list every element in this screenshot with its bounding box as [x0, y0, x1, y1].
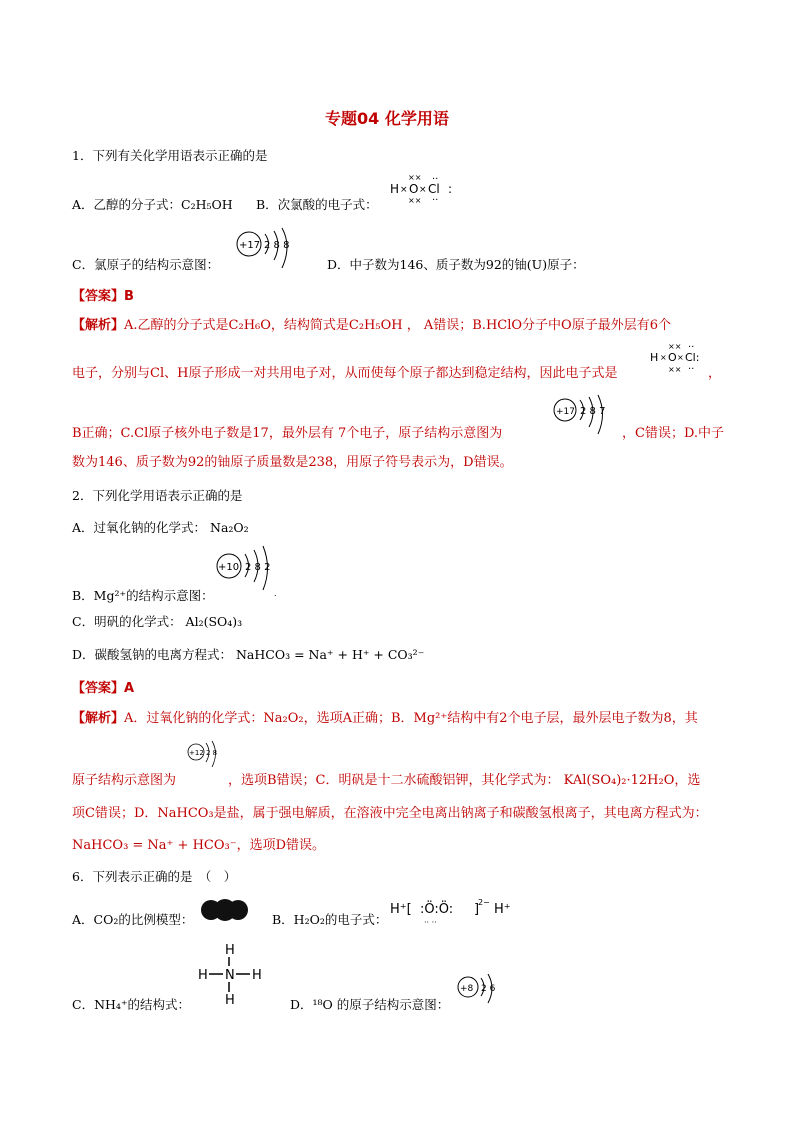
- svg-text:··: ··: [688, 342, 695, 353]
- q1-explanation-line1: [72, 314, 671, 333]
- cl-atom-diagram-2: [552, 396, 614, 440]
- svg-text:H: H: [198, 968, 208, 983]
- page-title: 专题04 化学用语: [325, 109, 449, 128]
- svg-text:×: ×: [660, 353, 667, 362]
- mg-shells: 2 8 2: [245, 562, 271, 573]
- q1-explanation-line4: 数为146、质子数为92的铀原子质量数是238，用原子符号表示为，D错误。: [72, 455, 513, 470]
- q2-explanation-line2: 原子结构示意图为: [72, 773, 177, 788]
- q1-exp-head: 【解析】: [72, 318, 125, 333]
- q6-stem: 6．下列表示正确的是 （ ）: [72, 869, 237, 884]
- svg-text:2−: 2−: [478, 898, 490, 907]
- mg-nucleus: +10: [218, 562, 240, 573]
- q2-stem: 2．下列化学用语表示正确的是: [72, 488, 243, 503]
- svg-text:××: ××: [668, 365, 682, 374]
- svg-text:H: H: [225, 993, 235, 1008]
- hclo-o: O: [409, 182, 419, 196]
- q6-option-b: B．H₂O₂的电子式：: [272, 912, 388, 927]
- cl-atom-diagram: [234, 228, 296, 272]
- o18-atom-diagram: [456, 972, 506, 1012]
- q2-exp-l1: A．过氧化钠的化学式：Na₂O₂，选项A正确；B．Mg²⁺结构中有2个电子层，最外层电子数为8，其: [124, 711, 698, 726]
- svg-text:××: ××: [408, 173, 422, 182]
- cl-nucleus: +17: [239, 240, 261, 251]
- q1-exp-l1: A.乙醇的分子式是C₂H₆O，结构简式是C₂H₅OH ， A错误；B.HClO分子中O原子最外层有6个: [124, 318, 671, 333]
- nh-n: N: [225, 968, 235, 983]
- hclo-cl: Cl: [428, 182, 440, 196]
- svg-text:O: O: [668, 351, 677, 364]
- hclo-electron-formula-2: [650, 342, 714, 376]
- q1-option-b: B．次氯酸的电子式：: [256, 197, 378, 212]
- svg-text:××: ××: [408, 196, 422, 205]
- svg-text:··: ··: [432, 174, 439, 185]
- q2-exp-head: 【解析】: [72, 711, 125, 726]
- mg-shells-2: 2 8: [206, 749, 218, 757]
- q1-explanation-line3: B正确；C.Cl原子核外电子数是17，最外层有 7个电子，原子结构示意图为: [72, 426, 503, 441]
- q6-option-a: A．CO₂的比例模型：: [72, 912, 194, 927]
- q1-answer: 【答案】B: [72, 289, 134, 304]
- q2-explanation-line3: 项C错误；D．NaHCO₃是盐，属于强电解质，在溶液中完全电离出钠离子和碳酸氢根离子，其电离方程式为：: [72, 806, 708, 821]
- nh-h-top: H: [225, 943, 235, 958]
- q1-explanation-line2-end: ，: [708, 366, 722, 381]
- svg-text::Ö:Ö:: :Ö:Ö:: [420, 902, 454, 917]
- mg-nucleus-2: +12: [189, 749, 204, 757]
- q2-answer: 【答案】A: [72, 681, 135, 696]
- svg-text:××: ××: [668, 342, 682, 351]
- svg-text:×: ×: [419, 185, 427, 195]
- q6-option-d: D．¹⁸O 的原子结构示意图：: [290, 997, 450, 1012]
- svg-text:Cl:: Cl:: [685, 351, 700, 364]
- svg-text::: :: [448, 182, 453, 196]
- nh4-structure-diagram: [196, 940, 268, 1006]
- o-nucleus: +8: [460, 984, 474, 994]
- q1-option-a: A．乙醇的分子式：C₂H₅OH: [72, 197, 233, 212]
- o-shells: 2 6: [481, 984, 496, 994]
- svg-text:H⁺: H⁺: [494, 902, 511, 917]
- svg-text:×: ×: [677, 353, 684, 362]
- q2-explanation-line1: [72, 707, 698, 726]
- q2-explanation-line4: NaHCO₃ = Na⁺ + HCO₃⁻，选项D错误。: [72, 838, 326, 853]
- svg-text:×: ×: [400, 185, 408, 195]
- q2-option-d: D．碳酸氢钠的电离方程式： NaHCO₃ = Na⁺ + H⁺ + CO₃²⁻: [72, 647, 425, 662]
- q2-option-c: C．明矾的化学式： Al₂(SO₄)₃: [72, 614, 243, 629]
- cl-shells: 2 8 8: [264, 240, 290, 251]
- hclo-h: H: [390, 182, 400, 196]
- q6-option-c: C．NH₄⁺的结构式：: [72, 997, 191, 1012]
- mg-ion-diagram: [214, 544, 284, 600]
- hclo-electron-formula: [388, 172, 458, 206]
- svg-text:.: .: [274, 589, 277, 598]
- q1-option-d: D．中子数为146、质子数为92的铀(U)原子：: [327, 257, 585, 272]
- q1-explanation-line3-end: ，C错误；D.中子: [622, 426, 725, 441]
- svg-text:··: ··: [432, 195, 439, 206]
- h2o2-electron-formula: [390, 895, 520, 929]
- svg-text:H: H: [650, 351, 659, 364]
- mg-atom-diagram-small: [186, 740, 226, 774]
- q1-stem: 1．下列有关化学用语表示正确的是: [72, 148, 268, 163]
- svg-text:··: ··: [688, 364, 695, 375]
- svg-text:]: ]: [474, 902, 480, 917]
- svg-text:H: H: [252, 968, 262, 983]
- svg-text:·· ··: ·· ··: [424, 918, 437, 927]
- cl-nucleus-2: +17: [556, 407, 575, 417]
- co2-model-icon: [200, 898, 250, 924]
- q2-explanation-line2-end: ，选项B错误；C．明矾是十二水硫酸铝钾，其化学式为： KAl(SO₄)₂·12H₂O，选: [228, 773, 701, 788]
- svg-text:H⁺[: H⁺[: [390, 902, 412, 917]
- q2-option-a: A．过氧化钠的化学式： Na₂O₂: [72, 520, 249, 535]
- q2-option-b: B．Mg²⁺的结构示意图：: [72, 588, 214, 603]
- cl-shells-2: 2 8 7: [580, 406, 606, 417]
- q1-explanation-line2: 电子，分别与Cl、H原子形成一对共用电子对，从而使每个原子都达到稳定结构，因此电子式是: [72, 366, 618, 381]
- q1-option-c: C．氯原子的结构示意图：: [72, 257, 220, 272]
